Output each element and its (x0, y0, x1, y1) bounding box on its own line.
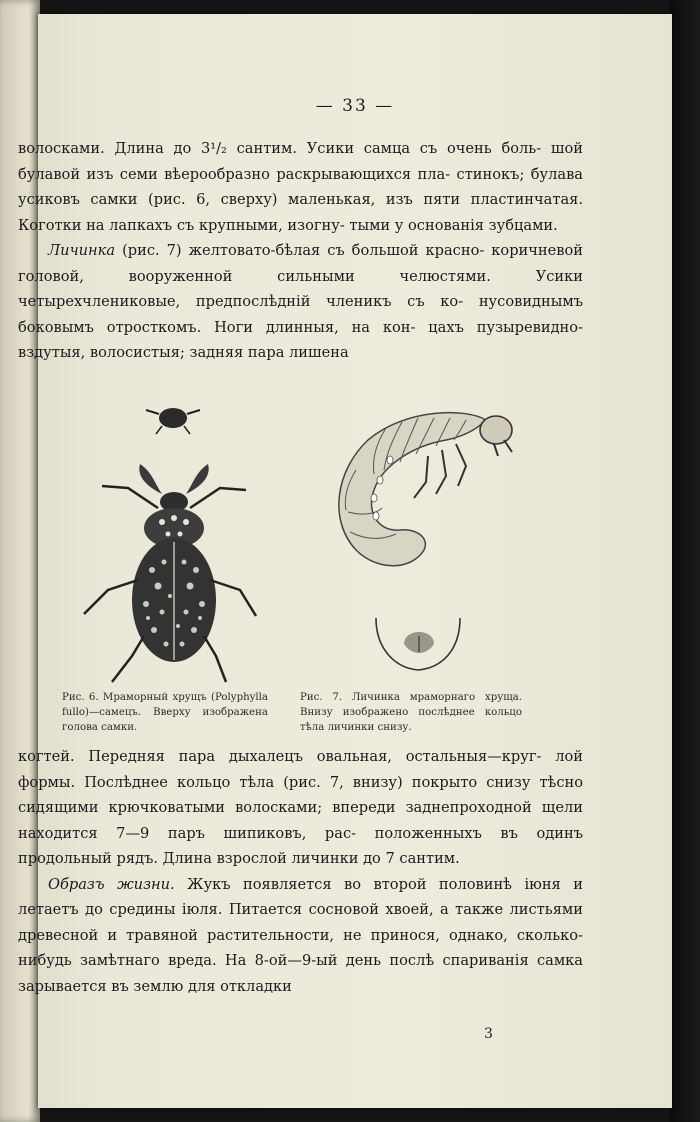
page-number: — 33 — (315, 96, 395, 116)
text-line: волосками. Длина до 3¹/₂ сантим. Усики самца съ очень боль- шой булавой изъ семи вѣерообразно раскрывающихся пла- стинокъ; булава усиковъ самки (рис. 6, сверху) маленькая, изъ пяти пластинчатая. Коготки на лапкахъ съ крупными, изогну- тыми у основанія зубцами. (18, 140, 584, 234)
larva-illustration (316, 400, 516, 690)
figure-beetle (58, 390, 258, 690)
figure-larva (316, 400, 516, 690)
larva-heading: Личинка (48, 242, 116, 259)
female-head-drawing (146, 408, 200, 434)
book-cover-edge (670, 0, 700, 1122)
text-line: когтей. Передняя пара дыхалецъ овальная, остальныя—круг- лой формы. Послѣднее кольцо тѣла (рис. 7, внизу) покрыто снизу тѣсно сидящими крючковатыми волосками; впереди заднепроходной щели находится 7—9 паръ шипиковъ, рас- положенныхъ въ одинъ продольный рядъ. Длина взрослой личинки до 7 сантим. (18, 748, 584, 867)
lifestyle-heading: Образъ жизни. (48, 875, 175, 893)
figure-6-caption: Рис. 6. Мраморный хрущъ (Polyphylla fullo)—самецъ. Вверху изображена голова самки. (62, 692, 268, 733)
paragraph-larva: Личинка (рис. 7) желтовато-бѣлая съ большой красно- коричневой головой, вооруженной сильными челюстями. Усики четырехчлениковые, предпослѣдній членикъ съ ко- нусовиднымъ боковымъ отросткомъ. Ноги длинныя, на кон- цахъ пузыревидно-вздутыя, волосистыя; задняя пара лишена (18, 242, 584, 361)
paragraph-lifestyle: Образъ жизни. Жукъ появляется во второй половинѣ іюня и летаетъ до средины іюля. Питается сосновой хвоей, а также листьями древесной и травяной растительности, не принося, однако, сколько-нибудь замѣтнаго вреда. На 8-ой—9-ый день послѣ спариванія самка зарывается въ землю для откладки (18, 875, 584, 995)
signature-mark: 3 (484, 1026, 493, 1042)
beetle-illustration (58, 390, 258, 690)
book-page (18, 14, 672, 1108)
figure-7-caption: Рис. 7. Личинка мраморнаго хруща. Внизу изображено послѣднее кольцо тѣла личинки снизу. (300, 692, 522, 733)
text-block-top (18, 136, 583, 366)
text-block-bottom (18, 744, 583, 999)
